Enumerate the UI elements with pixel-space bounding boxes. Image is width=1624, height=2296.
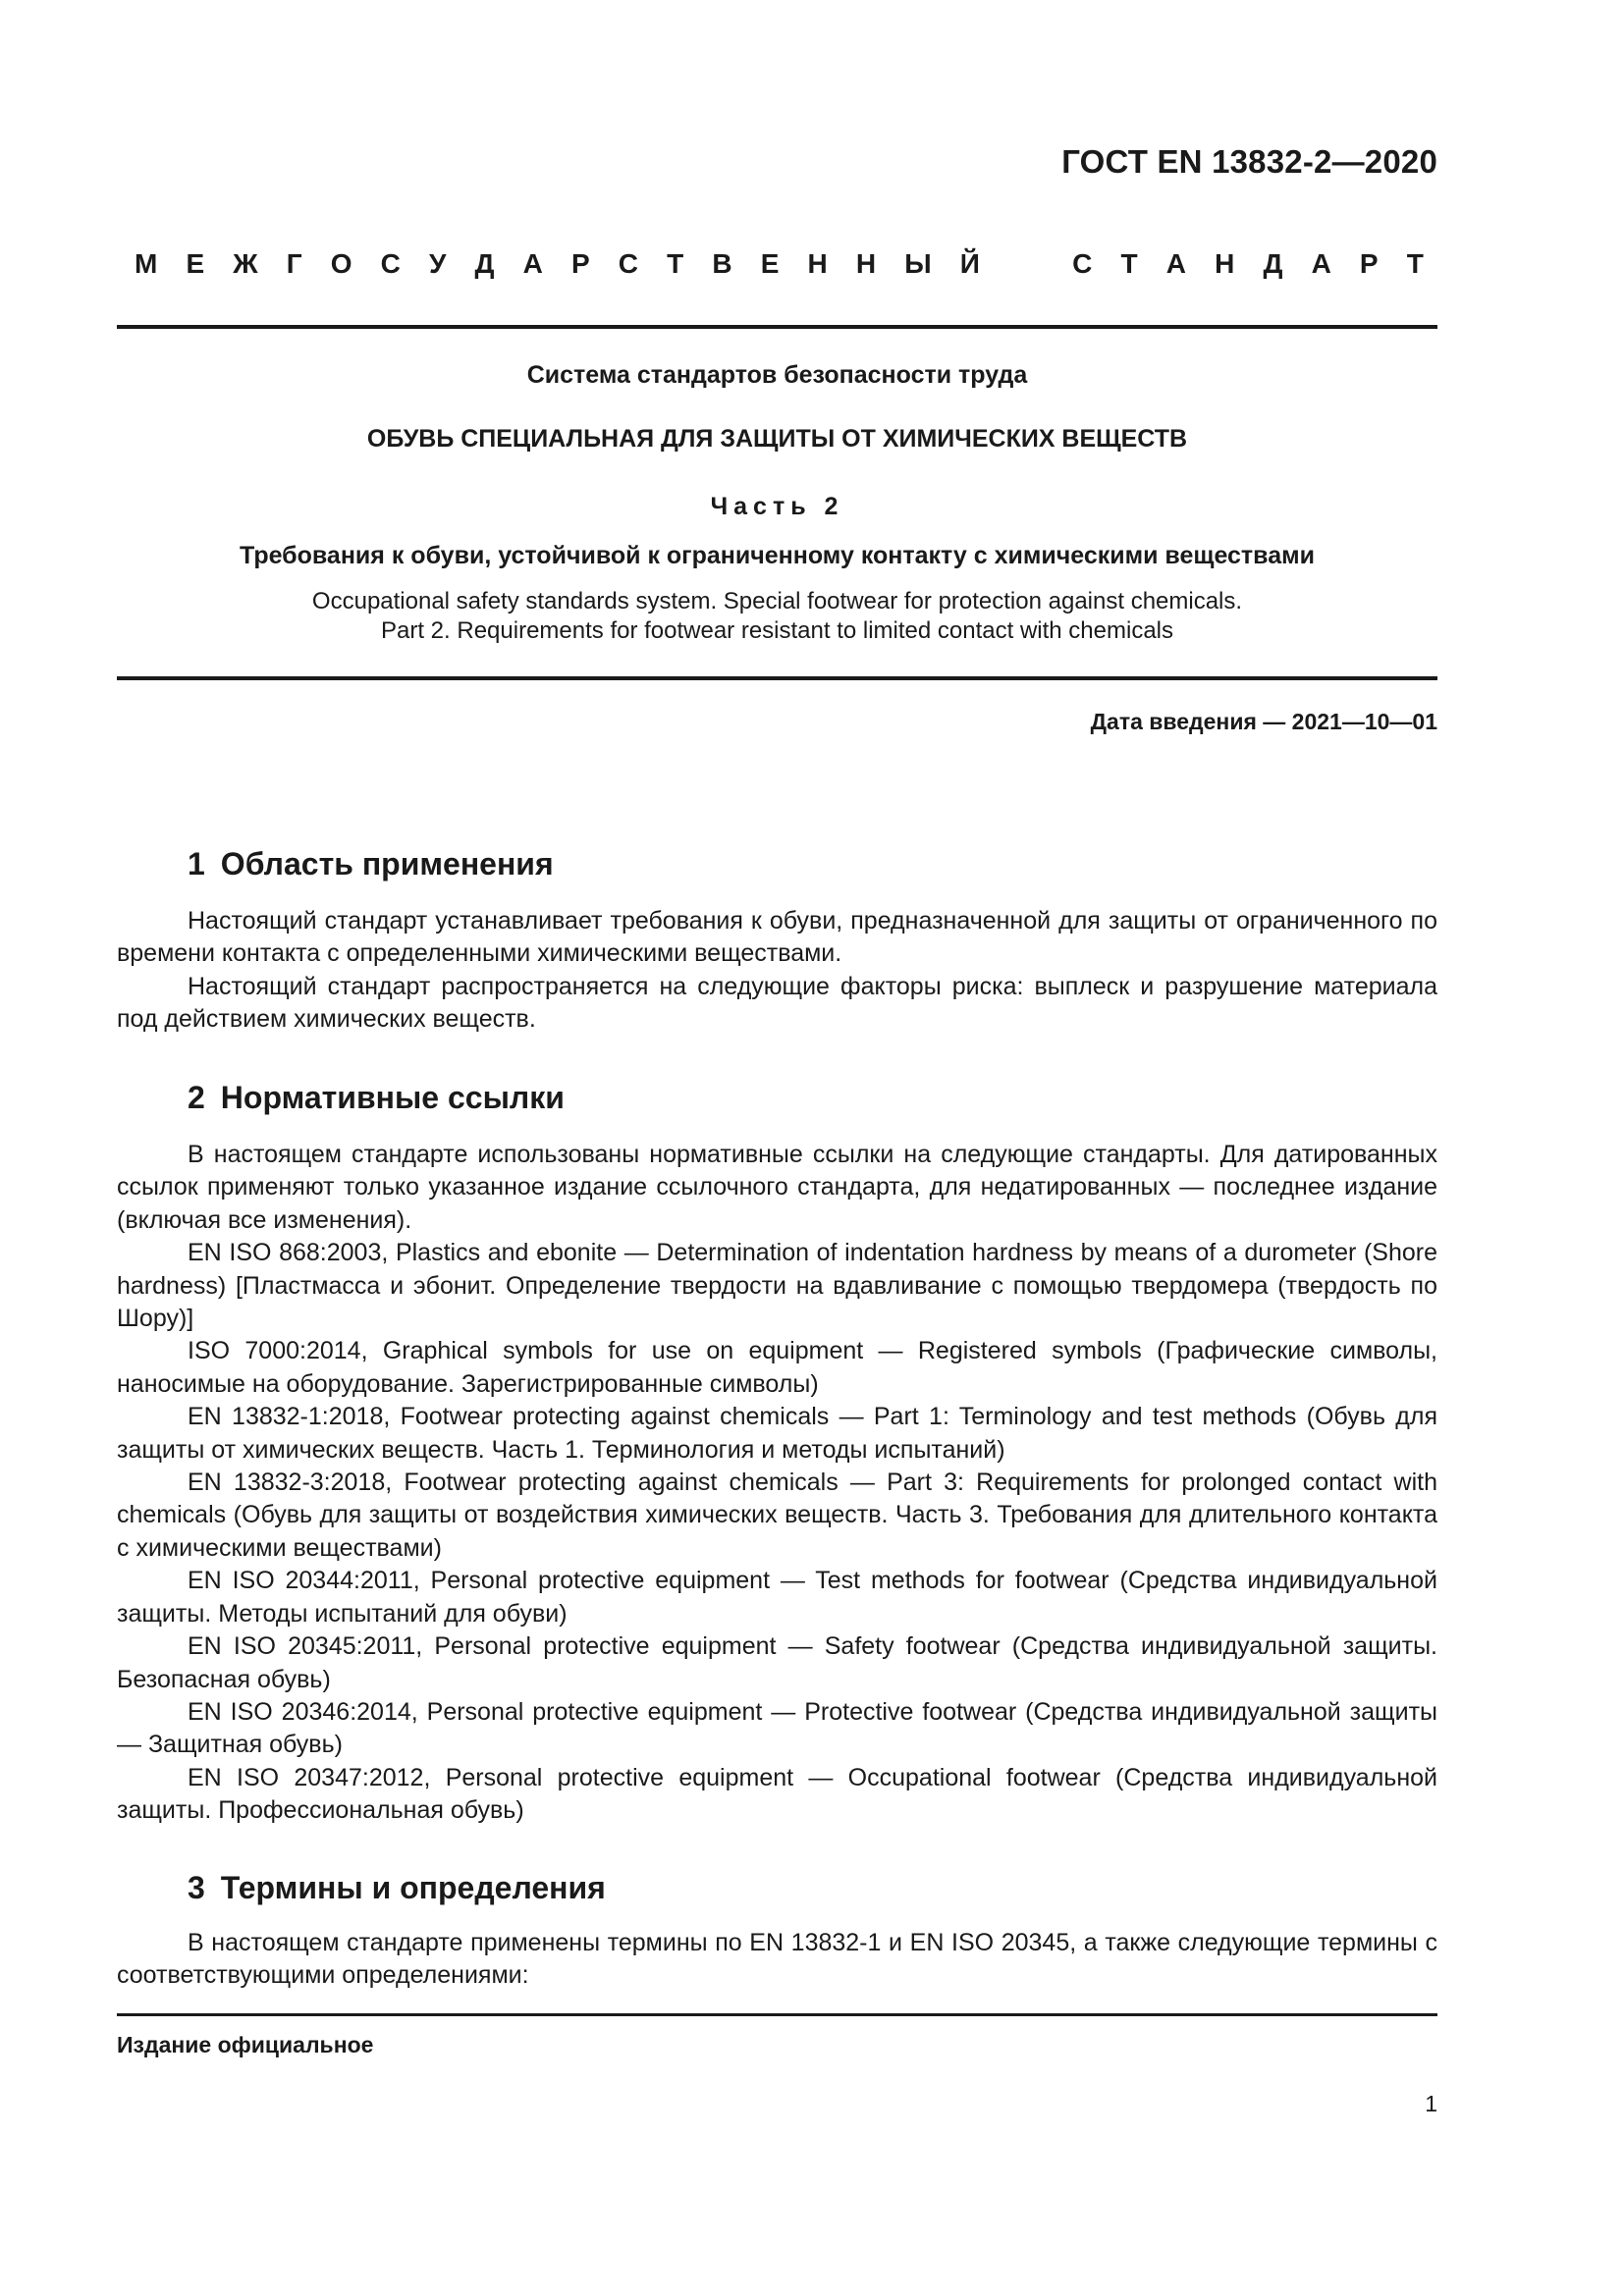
banner-letter: Е xyxy=(186,248,205,279)
banner-letter: Д xyxy=(474,248,495,279)
banner-letter: А xyxy=(1165,248,1186,279)
reference-item: EN ISO 20345:2011, Personal protective equipment — Safety footwear (Средства индивидуальной защиты. Безопасная обувь) xyxy=(117,1632,1437,1693)
banner-letter: В xyxy=(712,248,732,279)
document-main-title: ОБУВЬ СПЕЦИАЛЬНАЯ ДЛЯ ЗАЩИТЫ ОТ ХИМИЧЕСКИХ ВЕЩЕСТВ xyxy=(366,425,1188,453)
banner-letter: Н xyxy=(855,248,877,279)
banner-letter: М xyxy=(135,248,158,279)
document-subtitle: Требования к обуви, устойчивой к ограниченному контакту с химическими веществами xyxy=(240,542,1315,569)
title-rule xyxy=(117,676,1437,680)
banner-letter: Г xyxy=(286,248,302,279)
banner-letter: Р xyxy=(1359,248,1379,279)
section-number: 1 xyxy=(188,846,205,881)
section-2-body xyxy=(117,1139,1437,1828)
paragraph: Настоящий стандарт устанавливает требования к обуви, предназначенной для защиты от ограниченного по времени контакта с определенными химическими веществами. xyxy=(117,907,1437,968)
banner-letter: Р xyxy=(570,248,590,279)
section-title: Термины и определения xyxy=(220,1870,606,1905)
banner-letter: О xyxy=(330,248,352,279)
banner-letter: Ы xyxy=(904,248,932,279)
reference-item: EN ISO 20344:2011, Personal protective equipment — Test methods for footwear (Средства индивидуальной защиты. Методы испытаний для обуви) xyxy=(117,1567,1437,1628)
banner-letter: Н xyxy=(1215,248,1235,279)
english-title-line-2: Part 2. Requirements for footwear resistant to limited contact with chemicals xyxy=(381,617,1173,644)
paragraph: Настоящий стандарт распространяется на следующие факторы риска: выплеск и разрушение материала под действием химических веществ. xyxy=(117,972,1437,1034)
reference-item: EN ISO 868:2003, Plastics and ebonite — Determination of indentation hardness by means of a durometer (Shore hardness) [Пластмасса и эбонит. Определение твердости на вдавливание с помощью твердомера (твердость по Шору)] xyxy=(117,1239,1437,1333)
banner-letter: У xyxy=(428,248,447,279)
official-edition-label: Издание официальное xyxy=(117,2032,374,2057)
banner-letter: Д xyxy=(1263,248,1283,279)
english-title-line-1: Occupational safety standards system. Special footwear for protection against chemicals. xyxy=(311,588,1243,614)
footer-rule xyxy=(117,2013,1437,2016)
introduction-date: Дата введения — 2021—10—01 xyxy=(1090,709,1437,734)
banner-letter: Й xyxy=(959,248,980,279)
section-number: 2 xyxy=(188,1080,205,1115)
banner-letter: Е xyxy=(760,248,780,279)
section-3-heading xyxy=(188,1870,606,1906)
section-2-heading xyxy=(188,1080,565,1116)
section-3-body xyxy=(117,1927,1437,1993)
section-1-body xyxy=(117,905,1437,1037)
banner-letter: С xyxy=(618,248,638,279)
page-number: 1 xyxy=(1425,2091,1437,2116)
section-number: 3 xyxy=(188,1870,205,1905)
document-page xyxy=(117,0,1437,2296)
paragraph: В настоящем стандарте использованы нормативные ссылки на следующие стандарты. Для датированных ссылок применяют только указанное издание ссылочного стандарта, для недатированных — последнее издание (включая все изменения). xyxy=(117,1141,1437,1234)
banner-letter: Т xyxy=(667,248,684,279)
interstate-standard-banner xyxy=(135,248,1424,280)
banner-letter: С xyxy=(380,248,401,279)
reference-item: EN ISO 20347:2012, Personal protective equipment — Occupational footwear (Средства индивидуальной защиты. Профессиональная обувь) xyxy=(117,1763,1437,1825)
section-1-heading xyxy=(188,846,554,882)
banner-gap xyxy=(1008,248,1044,280)
reference-item: EN ISO 20346:2014, Personal protective equipment — Protective footwear (Средства индивидуальной защиты — Защитная обувь) xyxy=(117,1697,1437,1759)
top-rule xyxy=(117,325,1437,329)
standards-system-title: Система стандартов безопасности труда xyxy=(526,361,1028,389)
section-title: Область применения xyxy=(220,846,554,881)
banner-letter: Н xyxy=(807,248,828,279)
section-title: Нормативные ссылки xyxy=(220,1080,565,1115)
standard-code: ГОСТ EN 13832-2—2020 xyxy=(1061,143,1437,180)
banner-letter: А xyxy=(1311,248,1331,279)
banner-letter: С xyxy=(1072,248,1093,279)
banner-letter: Ж xyxy=(233,248,258,279)
reference-item: EN 13832-1:2018, Footwear protecting against chemicals — Part 1: Terminology and test methods (Обувь для защиты от химических веществ. Часть 1. Терминология и методы испытаний) xyxy=(117,1403,1437,1464)
banner-letter: Т xyxy=(1120,248,1138,279)
part-label: Часть 2 xyxy=(710,493,844,520)
banner-letter: А xyxy=(522,248,543,279)
paragraph: В настоящем стандарте применены термины по EN 13832-1 и EN ISO 20345, а также следующие термины с соответствующими определениями: xyxy=(117,1929,1437,1990)
banner-letter: Т xyxy=(1406,248,1424,279)
reference-item: ISO 7000:2014, Graphical symbols for use on equipment — Registered symbols (Графические символы, наносимые на оборудование. Зарегистрированные символы) xyxy=(117,1337,1437,1398)
reference-item: EN 13832-3:2018, Footwear protecting against chemicals — Part 3: Requirements for prolonged contact with chemicals (Обувь для защиты от воздействия химических веществ. Часть 3. Требования для длительного контакта с химическими веществами) xyxy=(117,1468,1437,1562)
